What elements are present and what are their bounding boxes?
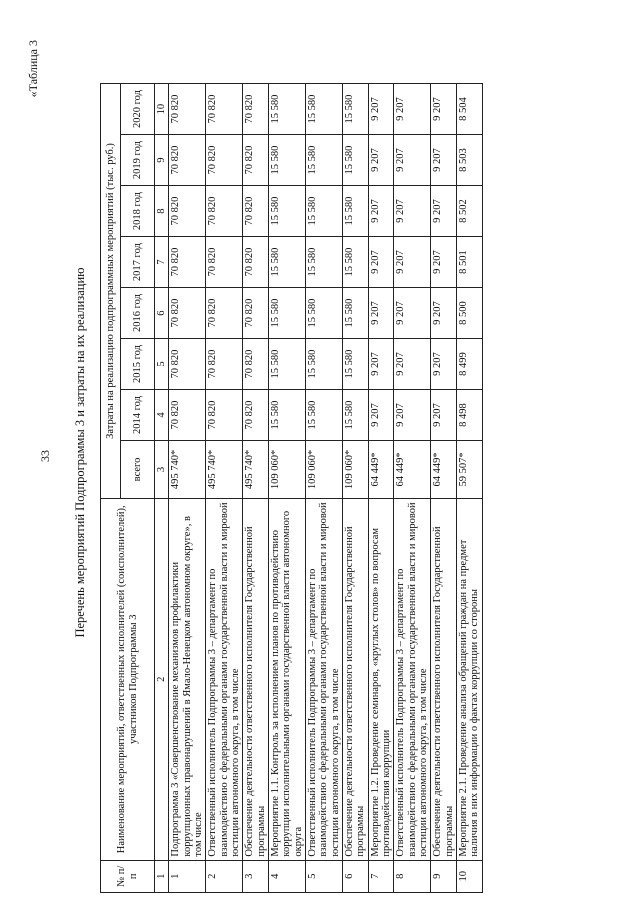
row-year-value: 9 207: [368, 390, 394, 441]
row-year-value: 70 820: [169, 186, 206, 237]
row-year-value: 9 207: [368, 288, 394, 339]
row-name: Подпрограмма 3 «Совершенствование механизмов профилактики коррупционных правонарушений в Ямало-Ненецком автономном округе», в том числе: [169, 498, 206, 860]
row-year-value: 70 820: [206, 390, 243, 441]
table-row: [169, 84, 206, 893]
row-number: 5: [305, 860, 342, 892]
table-row: [456, 84, 482, 893]
row-total: 495 740*: [206, 441, 243, 499]
row-year-value: 8 501: [456, 237, 482, 288]
table-row: [305, 84, 342, 893]
row-total: 64 449*: [368, 441, 394, 499]
row-year-value: 9 207: [431, 288, 457, 339]
row-year-value: 15 580: [342, 339, 368, 390]
row-year-value: 70 820: [243, 390, 269, 441]
row-year-value: 70 820: [243, 186, 269, 237]
row-year-value: 15 580: [342, 84, 368, 135]
row-year-value: 15 580: [342, 237, 368, 288]
row-total: 59 507*: [456, 441, 482, 499]
row-year-value: 15 580: [268, 186, 305, 237]
row-year-value: 15 580: [305, 288, 342, 339]
row-year-value: 15 580: [305, 390, 342, 441]
row-year-value: 9 207: [431, 339, 457, 390]
row-year-value: 8 504: [456, 84, 482, 135]
row-year-value: 9 207: [394, 390, 431, 441]
row-year-value: 15 580: [268, 288, 305, 339]
column-number: 3: [155, 441, 169, 499]
row-name: Ответственный исполнитель Подпрограммы 3 – департамент по взаимодействию с федеральными органами государственной власти и мировой юстиции автономного округа, в том числе: [394, 498, 431, 860]
column-number: 2: [155, 498, 169, 860]
row-number: 2: [206, 860, 243, 892]
row-year-value: 15 580: [268, 135, 305, 186]
row-total: 495 740*: [243, 441, 269, 499]
row-name: Мероприятие 1.2. Проведение семинаров, «круглых столов» по вопросам противодействия коррупции: [368, 498, 394, 860]
row-year-value: 70 820: [169, 135, 206, 186]
row-year-value: 9 207: [431, 237, 457, 288]
row-name: Ответственный исполнитель Подпрограммы 3 – департамент по взаимодействию с федеральными органами государственной власти и мировой юстиции автономного округа, в том числе: [206, 498, 243, 860]
column-number: 5: [155, 339, 169, 390]
row-year-value: 9 207: [394, 237, 431, 288]
row-year-value: 9 207: [394, 135, 431, 186]
header-year: 2018 год: [121, 186, 155, 237]
row-year-value: 70 820: [169, 84, 206, 135]
row-year-value: 8 498: [456, 390, 482, 441]
row-year-value: 70 820: [243, 288, 269, 339]
row-year-value: 15 580: [305, 237, 342, 288]
row-number: 7: [368, 860, 394, 892]
row-year-value: 70 820: [206, 288, 243, 339]
row-year-value: 15 580: [342, 390, 368, 441]
row-year-value: 70 820: [169, 237, 206, 288]
row-name: Мероприятие 2.1. Проведение анализа обращений граждан на предмет наличия в них информации о фактах коррупции со стороны: [456, 498, 482, 860]
row-year-value: 70 820: [206, 84, 243, 135]
row-year-value: 9 207: [394, 186, 431, 237]
column-number: 10: [155, 84, 169, 135]
row-year-value: 15 580: [342, 186, 368, 237]
table-row: [368, 84, 394, 893]
header-costs: Затраты на реализацию подпрограммных мероприятий (тыс. руб.): [101, 84, 121, 499]
header-year: 2016 год: [121, 288, 155, 339]
row-year-value: 70 820: [169, 390, 206, 441]
row-total: 109 060*: [268, 441, 305, 499]
table-row: [394, 84, 431, 893]
row-year-value: 15 580: [342, 135, 368, 186]
row-year-value: 70 820: [206, 339, 243, 390]
header-year: 2015 год: [121, 339, 155, 390]
header-name: Наименование мероприятий, ответственных исполнителей (соисполнителей), участников Подпрограммы 3: [101, 498, 155, 860]
row-year-value: 15 580: [305, 84, 342, 135]
row-number: 6: [342, 860, 368, 892]
header-total: всего: [121, 441, 155, 499]
table-row: [431, 84, 457, 893]
column-number: 7: [155, 237, 169, 288]
table-row: [342, 84, 368, 893]
document-title: Перечень мероприятий Подпрограммы 3 и затраты на их реализацию: [73, 267, 87, 638]
row-total: 109 060*: [342, 441, 368, 499]
row-year-value: 70 820: [169, 288, 206, 339]
row-year-value: 15 580: [305, 339, 342, 390]
row-year-value: 15 580: [268, 339, 305, 390]
row-year-value: 15 580: [342, 288, 368, 339]
row-year-value: 15 580: [305, 135, 342, 186]
row-year-value: 9 207: [431, 390, 457, 441]
header-year: 2020 год: [121, 84, 155, 135]
row-year-value: 15 580: [268, 237, 305, 288]
measures-table: [100, 83, 483, 893]
row-year-value: 15 580: [268, 390, 305, 441]
row-name: Обеспечение деятельности ответственного исполнителя Государственной программы: [431, 498, 457, 860]
row-number: 9: [431, 860, 457, 892]
row-number: 4: [268, 860, 305, 892]
row-number: 1: [169, 860, 206, 892]
row-year-value: 8 499: [456, 339, 482, 390]
row-number: 8: [394, 860, 431, 892]
row-year-value: 70 820: [243, 84, 269, 135]
row-name: Мероприятие 1.1. Контроль за исполнением планов по противодействию коррупции исполнительными органами государственной власти автономного округа: [268, 498, 305, 860]
row-year-value: 8 502: [456, 186, 482, 237]
row-year-value: 70 820: [206, 135, 243, 186]
header-num: № п/п: [101, 860, 155, 892]
table-row: [268, 84, 305, 893]
row-year-value: 9 207: [431, 84, 457, 135]
header-year: 2019 год: [121, 135, 155, 186]
row-name: Обеспечение деятельности ответственного исполнителя Государственной программы: [342, 498, 368, 860]
row-year-value: 70 820: [243, 339, 269, 390]
column-number: 1: [155, 860, 169, 892]
column-number: 6: [155, 288, 169, 339]
row-name: Ответственный исполнитель Подпрограммы 3 – департамент по взаимодействию с федеральными органами государственной власти и мировой юстиции автономного округа, в том числе: [305, 498, 342, 860]
row-year-value: 15 580: [268, 84, 305, 135]
row-year-value: 70 820: [169, 339, 206, 390]
row-year-value: 70 820: [243, 237, 269, 288]
row-year-value: 9 207: [368, 237, 394, 288]
row-year-value: 15 580: [305, 186, 342, 237]
row-total: 64 449*: [394, 441, 431, 499]
row-number: 3: [243, 860, 269, 892]
column-number: 9: [155, 135, 169, 186]
row-number: 10: [456, 860, 482, 892]
row-year-value: 70 820: [206, 186, 243, 237]
table-row: [206, 84, 243, 893]
column-number: 8: [155, 186, 169, 237]
row-year-value: 9 207: [394, 84, 431, 135]
header-year: 2017 год: [121, 237, 155, 288]
row-year-value: 9 207: [394, 288, 431, 339]
row-year-value: 9 207: [394, 339, 431, 390]
row-year-value: 9 207: [431, 135, 457, 186]
table-label: «Таблица 3: [26, 40, 40, 98]
row-total: 495 740*: [169, 441, 206, 499]
row-year-value: 70 820: [243, 135, 269, 186]
row-name: Обеспечение деятельности ответственного исполнителя Государственной программы: [243, 498, 269, 860]
row-year-value: 8 503: [456, 135, 482, 186]
row-year-value: 9 207: [368, 135, 394, 186]
row-total: 109 060*: [305, 441, 342, 499]
row-total: 64 449*: [431, 441, 457, 499]
column-number: 4: [155, 390, 169, 441]
row-year-value: 9 207: [368, 339, 394, 390]
row-year-value: 70 820: [206, 237, 243, 288]
row-year-value: 9 207: [431, 186, 457, 237]
page-number: 33: [38, 450, 52, 462]
row-year-value: 9 207: [368, 84, 394, 135]
row-year-value: 9 207: [368, 186, 394, 237]
header-year: 2014 год: [121, 390, 155, 441]
row-year-value: 8 500: [456, 288, 482, 339]
table-row: [243, 84, 269, 893]
